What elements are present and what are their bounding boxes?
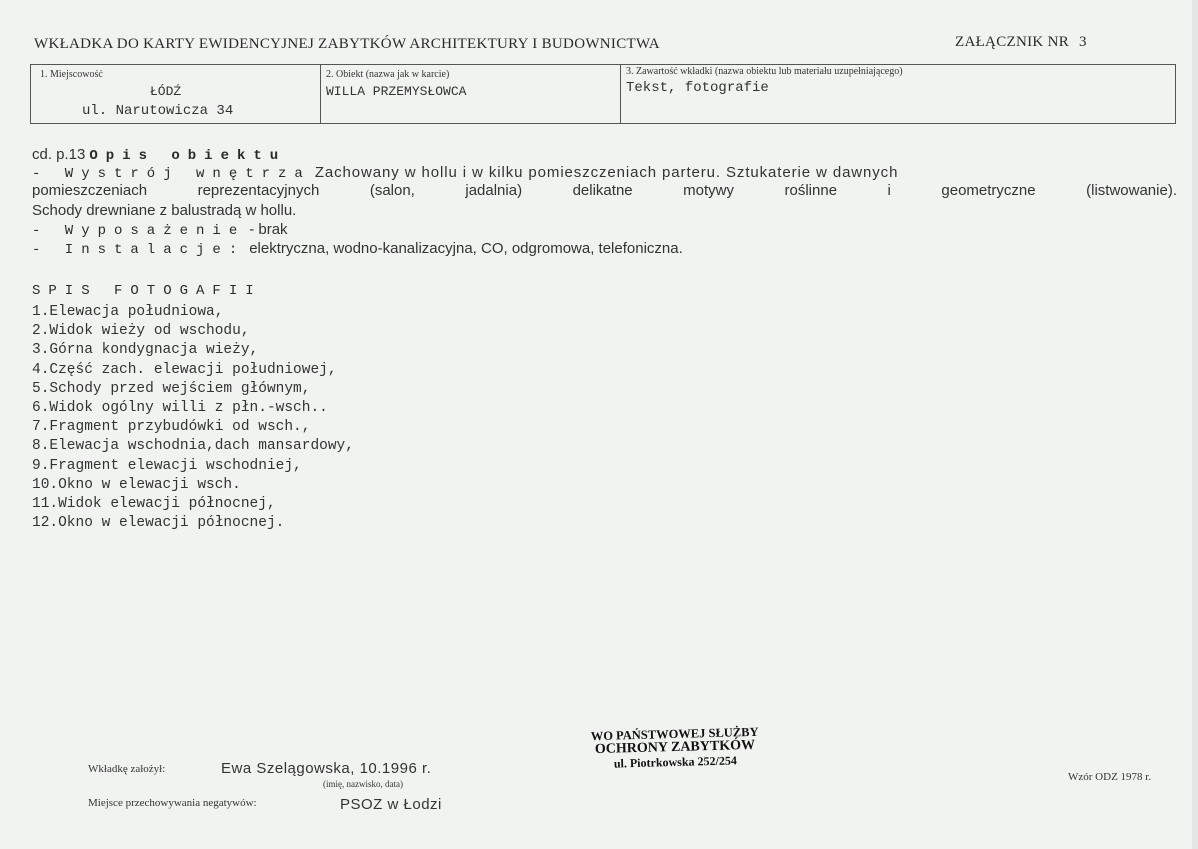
location-city: ŁÓDŹ [150,84,182,99]
object-value: WILLA PRZEMYSŁOWCA [326,84,467,99]
photo-item: 9.Fragment elewacji wschodniej, [32,457,302,474]
table-left-rule [30,64,31,124]
author-label: Wkładkę założył: [88,763,166,775]
photo-item: 3.Górna kondygnacja wieży, [32,342,259,359]
content-value: Tekst, fotografie [626,80,769,96]
location-label: 1. Miejscowość [40,69,103,80]
photos-heading: SPIS FOTOGAFII [32,283,262,299]
installations-text: elektryczna, wodno-kanalizacyjna, CO, odgromowa, telefoniczna. [249,240,683,257]
table-divider-1 [320,64,321,124]
photo-item: 11.Widok elewacji północnej, [32,495,276,512]
storage-label: Miejsce przechowywania negatywów: [88,797,257,809]
equipment-line [32,221,288,239]
storage-value: PSOZ w Łodzi [340,796,442,813]
installations-label: - Instalacje: [32,242,246,258]
table-bottom-rule [30,123,1176,124]
location-street: ul. Narutowicza 34 [82,103,234,119]
content-label: 3. Zawartość wkładki (nazwa obiektu lub materiału uzupełniającego) [626,66,903,77]
table-divider-2 [620,64,621,124]
stamp-line-2: OCHRONY ZABYTKÓW [594,737,756,758]
interior-line-1 [32,164,898,182]
equipment-label: - Wyposażenie [32,223,246,239]
stamp-line-3: ul. Piotrkowska 252/254 [613,753,738,771]
description-heading: Opis obiektu [89,148,287,164]
photo-item: 10.Okno w elewacji wsch. [32,476,241,493]
card-edge [1192,0,1198,849]
office-stamp [589,725,760,771]
photo-item: 6.Widok ogólny willi z płn.-wsch.. [32,399,328,416]
photo-item: 4.Część zach. elewacji południowej, [32,361,337,378]
table-top-rule [30,64,1176,65]
photo-item: 12.Okno w elewacji północnej. [32,515,285,532]
interior-text-2: pomieszczeniach reprezentacyjnych (salon, jadalnia) delikatne motywy roślinne i geometryczne (listwowanie). [32,182,1177,199]
equipment-text: - brak [249,221,288,238]
annex-number: 3 [1079,34,1087,50]
interior-text-3: Schody drewniane z balustradą w hollu. [32,202,297,219]
interior-label: - Wystrój wnętrza [32,166,311,182]
form-title: WKŁADKA DO KARTY EWIDENCYJNEJ ZABYTKÓW ARCHITEKTURY I BUDOWNICTWA [34,36,660,52]
interior-text-1: Zachowany w hollu i w kilku pomieszczeniach parteru. Sztukaterie w dawnych [314,164,899,181]
photo-item: 1.Elewacja południowa, [32,304,224,320]
photo-list [32,304,354,534]
description-prefix: cd. p.13 [32,146,86,163]
table-right-rule [1175,64,1176,124]
photo-item: 7.Fragment przybudówki od wsch., [32,419,311,436]
photo-item: 8.Elewacja wschodnia,dach mansardowy, [32,438,354,455]
stamp-line-1: WO PAŃSTWOWEJ SŁUŻBY [590,724,759,744]
description-heading-line [32,146,286,164]
photo-item: 2.Widok wieży od wschodu, [32,323,250,340]
photo-item: 5.Schody przed wejściem głównym, [32,380,311,397]
annex-label [955,34,1087,51]
installations-line [32,240,683,258]
object-label: 2. Obiekt (nazwa jak w karcie) [326,69,450,80]
author-value: Ewa Szelągowska, 10.1996 r. [221,760,432,777]
form-reference: Wzór ODZ 1978 r. [1068,771,1152,783]
annex-text: ZAŁĄCZNIK NR [955,34,1070,50]
author-note: (imię, nazwisko, data) [323,779,403,789]
